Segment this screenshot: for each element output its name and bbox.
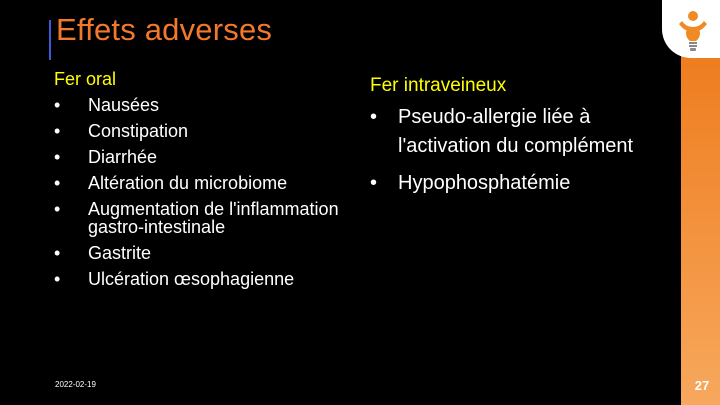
- bullet: •: [370, 172, 378, 194]
- list-item-text: Ulcération œsophagienne: [88, 269, 295, 289]
- list-item: [370, 169, 670, 198]
- list-item: [54, 174, 354, 192]
- oral-effects-list: [54, 96, 354, 288]
- title-accent-line: [49, 20, 51, 60]
- bullet: •: [54, 243, 61, 263]
- list-item-text: Pseudo-allergie liée à l'activation du complément: [398, 106, 634, 157]
- bullet: •: [54, 147, 61, 167]
- oral-iron-column: [54, 68, 354, 288]
- slide-date: 2022-02-19: [55, 380, 96, 389]
- list-item-text: Nausées: [88, 95, 160, 115]
- list-item: [54, 244, 354, 262]
- iv-effects-list: [370, 103, 670, 198]
- list-item: [54, 148, 354, 166]
- list-item: [54, 270, 354, 288]
- iv-iron-column: [370, 74, 670, 198]
- bullet: •: [370, 106, 378, 128]
- page-number: 27: [694, 378, 710, 393]
- list-item-text: Constipation: [88, 121, 189, 141]
- list-item-text: Augmentation de l'inflammation gastro-intestinale: [88, 199, 339, 237]
- logo: [662, 0, 720, 58]
- list-item-text: Gastrite: [88, 243, 152, 263]
- list-item: [370, 103, 670, 161]
- bullet: •: [54, 269, 61, 289]
- person-lightbulb-logo-icon: [662, 0, 720, 58]
- bullet: •: [54, 199, 61, 219]
- list-item-text: Hypophosphatémie: [398, 172, 571, 194]
- orange-sidebar: [681, 56, 720, 405]
- list-item: [54, 96, 354, 114]
- list-item: [54, 200, 354, 236]
- list-item-text: Diarrhée: [88, 147, 158, 167]
- slide-title: Effets adverses: [56, 12, 273, 47]
- list-item: [54, 122, 354, 140]
- oral-iron-heading: Fer oral: [54, 69, 117, 89]
- list-item-text: Altération du microbiome: [88, 173, 288, 193]
- bullet: •: [54, 95, 61, 115]
- bullet: •: [54, 121, 61, 141]
- bullet: •: [54, 173, 61, 193]
- iv-iron-heading: Fer intraveineux: [370, 75, 507, 96]
